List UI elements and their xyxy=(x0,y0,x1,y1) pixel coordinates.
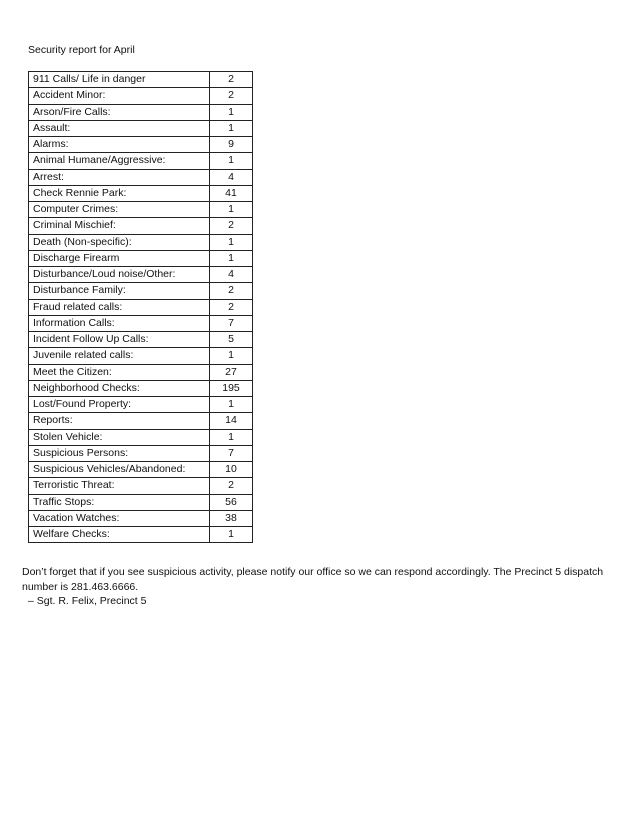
count-cell: 38 xyxy=(210,510,253,526)
count-cell: 2 xyxy=(210,218,253,234)
category-cell: Meet the Citizen: xyxy=(29,364,210,380)
table-row xyxy=(29,218,253,234)
count-cell: 2 xyxy=(210,283,253,299)
category-cell: Assault: xyxy=(29,120,210,136)
category-cell: Check Rennie Park: xyxy=(29,185,210,201)
category-cell: Neighborhood Checks: xyxy=(29,380,210,396)
count-cell: 2 xyxy=(210,88,253,104)
category-cell: Juvenile related calls: xyxy=(29,348,210,364)
table-row xyxy=(29,137,253,153)
category-cell: Fraud related calls: xyxy=(29,299,210,315)
category-cell: Terroristic Threat: xyxy=(29,478,210,494)
count-cell: 2 xyxy=(210,478,253,494)
table-row xyxy=(29,267,253,283)
signature: – Sgt. R. Felix, Precinct 5 xyxy=(28,595,147,607)
incident-table-body xyxy=(29,72,253,543)
table-row xyxy=(29,527,253,543)
count-cell: 1 xyxy=(210,397,253,413)
count-cell: 10 xyxy=(210,462,253,478)
category-cell: Death (Non-specific): xyxy=(29,234,210,250)
table-row xyxy=(29,478,253,494)
category-cell: Arson/Fire Calls: xyxy=(29,104,210,120)
table-row xyxy=(29,364,253,380)
category-cell: Traffic Stops: xyxy=(29,494,210,510)
count-cell: 4 xyxy=(210,169,253,185)
category-cell: Incident Follow Up Calls: xyxy=(29,332,210,348)
count-cell: 1 xyxy=(210,202,253,218)
notice-text: Don’t forget that if you see suspicious activity, please notify our office so we can respond accordingly. The Precinct 5 dispatch number is 281.463.6666. xyxy=(22,566,604,593)
count-cell: 7 xyxy=(210,445,253,461)
category-cell: 911 Calls/ Life in danger xyxy=(29,72,210,88)
category-cell: Arrest: xyxy=(29,169,210,185)
notice-block xyxy=(22,565,622,609)
table-row xyxy=(29,380,253,396)
count-cell: 27 xyxy=(210,364,253,380)
category-cell: Vacation Watches: xyxy=(29,510,210,526)
incident-table xyxy=(28,71,253,543)
category-cell: Alarms: xyxy=(29,137,210,153)
table-row xyxy=(29,462,253,478)
count-cell: 2 xyxy=(210,299,253,315)
table-row xyxy=(29,72,253,88)
category-cell: Information Calls: xyxy=(29,315,210,331)
category-cell: Disturbance Family: xyxy=(29,283,210,299)
category-cell: Computer Crimes: xyxy=(29,202,210,218)
category-cell: Suspicious Vehicles/Abandoned: xyxy=(29,462,210,478)
category-cell: Discharge Firearm xyxy=(29,250,210,266)
table-row xyxy=(29,169,253,185)
count-cell: 1 xyxy=(210,348,253,364)
table-row xyxy=(29,234,253,250)
count-cell: 1 xyxy=(210,120,253,136)
category-cell: Lost/Found Property: xyxy=(29,397,210,413)
count-cell: 1 xyxy=(210,429,253,445)
table-row xyxy=(29,429,253,445)
table-row xyxy=(29,315,253,331)
table-row xyxy=(29,104,253,120)
table-row xyxy=(29,332,253,348)
count-cell: 195 xyxy=(210,380,253,396)
table-row xyxy=(29,397,253,413)
count-cell: 1 xyxy=(210,234,253,250)
count-cell: 41 xyxy=(210,185,253,201)
table-row xyxy=(29,120,253,136)
count-cell: 14 xyxy=(210,413,253,429)
table-row xyxy=(29,283,253,299)
count-cell: 9 xyxy=(210,137,253,153)
table-row xyxy=(29,153,253,169)
count-cell: 1 xyxy=(210,250,253,266)
table-row xyxy=(29,494,253,510)
count-cell: 4 xyxy=(210,267,253,283)
category-cell: Accident Minor: xyxy=(29,88,210,104)
table-row xyxy=(29,88,253,104)
count-cell: 1 xyxy=(210,153,253,169)
count-cell: 1 xyxy=(210,527,253,543)
category-cell: Reports: xyxy=(29,413,210,429)
table-row xyxy=(29,510,253,526)
category-cell: Animal Humane/Aggressive: xyxy=(29,153,210,169)
count-cell: 5 xyxy=(210,332,253,348)
table-row xyxy=(29,202,253,218)
table-row xyxy=(29,250,253,266)
table-row xyxy=(29,445,253,461)
report-title: Security report for April xyxy=(28,44,135,56)
count-cell: 56 xyxy=(210,494,253,510)
table-row xyxy=(29,413,253,429)
category-cell: Disturbance/Loud noise/Other: xyxy=(29,267,210,283)
category-cell: Welfare Checks: xyxy=(29,527,210,543)
table-row xyxy=(29,299,253,315)
count-cell: 1 xyxy=(210,104,253,120)
count-cell: 2 xyxy=(210,72,253,88)
category-cell: Stolen Vehicle: xyxy=(29,429,210,445)
count-cell: 7 xyxy=(210,315,253,331)
category-cell: Criminal Mischief: xyxy=(29,218,210,234)
category-cell: Suspicious Persons: xyxy=(29,445,210,461)
table-row xyxy=(29,348,253,364)
table-row xyxy=(29,185,253,201)
